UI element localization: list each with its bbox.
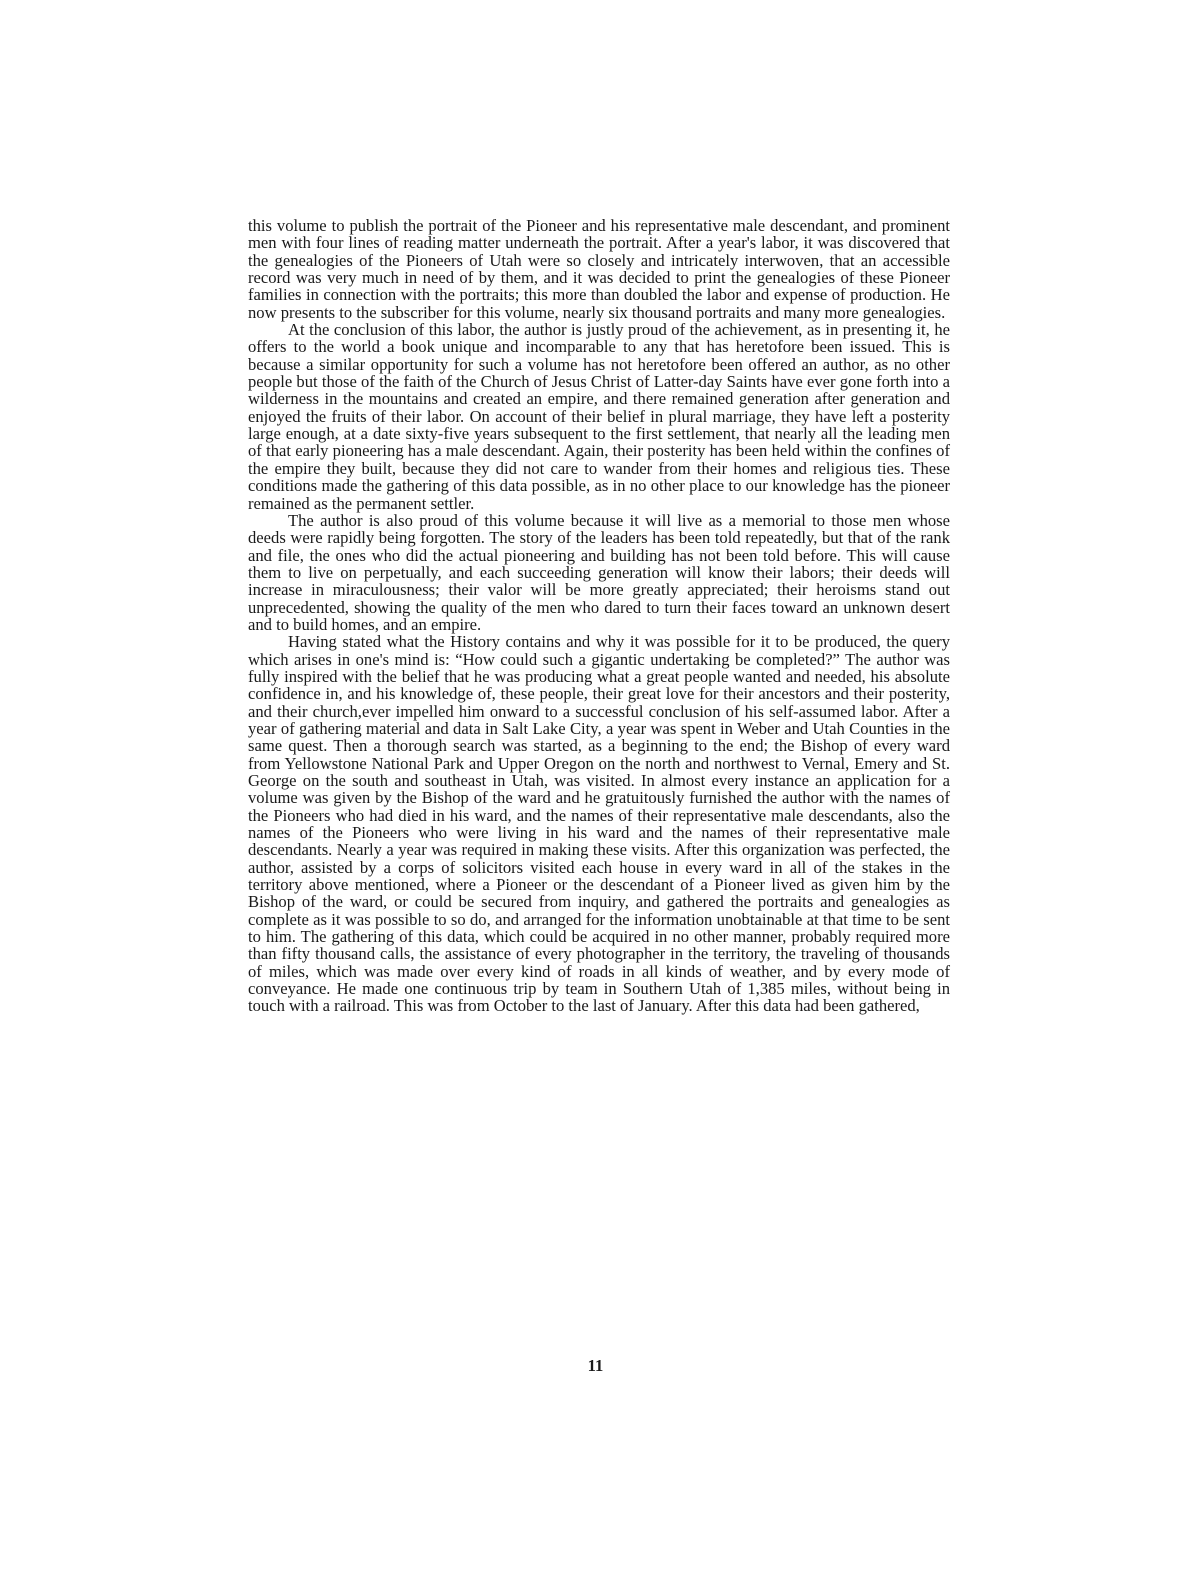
paragraph: this volume to publish the portrait of the Pioneer and his representative male descendant, and prominent men with four lines of reading matter underneath the portrait. After a year's labor, it was discovered that the genealogies of the Pioneers of Utah were so closely and intricately interwoven, that an accessible record was very much in need of by them, and it was decided to print the genealogies of these Pioneer families in connection with the portraits; this more than doubled the labor and expense of production. He now presents to the subscriber for this volume, nearly six thousand portraits and many more genealogies. (248, 216, 950, 322)
paragraph: Having stated what the History contains and why it was possible for it to be produced, the query which arises in one's mind is: “How could such a gigantic undertaking be completed?” The author was fully inspired with the belief that he was producing what a great people wanted and needed, his absolute confidence in, and his knowledge of, these people, their great love for their ancestors and their posterity, and their church,ever impelled him onward to a successful conclusion of his self-assumed labor. After a year of gathering material and data in Salt Lake City, a year was spent in Weber and Utah Counties in the same quest. Then a thorough search was started, as a beginning to the end; the Bishop of every ward from Yellowstone National Park and Upper Oregon on the north and northwest to Vernal, Emery and St. George on the south and southeast in Utah, was visited. In almost every instance an application for a volume was given by the Bishop of the ward and he gratuitously furnished the author with the names of the Pioneers who had died in his ward, and the names of their representative male descendants, also the names of the Pioneers who were living in his ward and the names of their representative male descendants. Nearly a year was required in making these visits. After this organization was perfected, the author, assisted by a corps of solicitors visited each house in every ward in all of the stakes in the territory above mentioned, where a Pioneer or the descendant of a Pioneer lived as given him by the Bishop of the ward, or could be secured from inquiry, and gathered the portraits and genealogies as complete as it was possible to so do, and arranged for the information unobtainable at that time to be sent to him. The gathering of this data, which could be acquired in no other manner, probably required more than fifty thousand calls, the assistance of every photographer in the territory, the traveling of thousands of miles, which was made over every kind of roads in all kinds of weather, and by every mode of conveyance. He made one continuous trip by team in Southern Utah of 1,385 miles, without being in touch with a railroad. This was from October to the last of January. After this data had been gathered, (248, 632, 950, 1016)
paragraph: At the conclusion of this labor, the author is justly proud of the achievement, as in presenting it, he offers to the world a book unique and incomparable to any that has heretofore been issued. This is because a similar opportunity for such a volume has not heretofore been offered an author, as no other people but those of the faith of the Church of Jesus Christ of Latter-day Saints have ever gone forth into a wilderness in the mountains and created an empire, and there remained generation after generation and enjoyed the fruits of their labor. On account of their belief in plural marriage, they have left a posterity large enough, at a date sixty-five years subsequent to the first settlement, that nearly all the leading men of that early pioneering has a male descendant. Again, their posterity has been held within the confines of the empire they built, because they did not care to wander from their homes and religious ties. These conditions made the gathering of this data possible, as in no other place to our knowledge has the pioneer remained as the permanent settler. (248, 320, 950, 513)
page-number: 11 (587, 1356, 604, 1375)
paragraph: The author is also proud of this volume because it will live as a memorial to those men whose deeds were rapidly being forgotten. The story of the leaders has been told repeatedly, but that of the rank and file, the ones who did the actual pioneering and building has not been told before. This will cause them to live on perpetually, and each succeeding generation will know their labors; their deeds will increase in miraculousness; their valor will be more greatly appreciated; their heroisms stand out unprecedented, showing the quality of the men who dared to turn their faces toward an unknown desert and to build homes, and an empire. (248, 510, 950, 634)
body-text (248, 217, 950, 1015)
